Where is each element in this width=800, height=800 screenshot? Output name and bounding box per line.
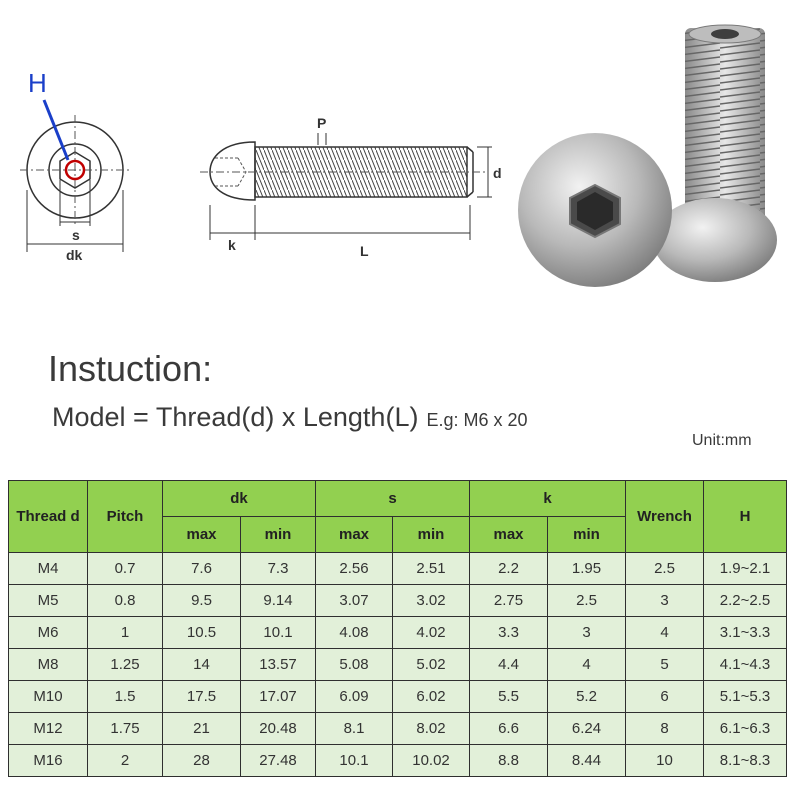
cell-k-min: 8.44 bbox=[548, 745, 626, 777]
cell-dk-min: 10.1 bbox=[241, 617, 316, 649]
cell-k-max: 8.8 bbox=[470, 745, 548, 777]
cell-s-max: 6.09 bbox=[316, 681, 393, 713]
cell-s-min: 8.02 bbox=[393, 713, 470, 745]
cell-pitch: 0.7 bbox=[88, 553, 163, 585]
cell-dk-min: 27.48 bbox=[241, 745, 316, 777]
cell-pitch: 1.25 bbox=[88, 649, 163, 681]
dk-label: dk bbox=[66, 247, 83, 263]
header-s-max: max bbox=[316, 517, 393, 553]
instruction-heading: Instuction: bbox=[48, 348, 213, 389]
cell-pitch: 1 bbox=[88, 617, 163, 649]
cell-h: 4.1~4.3 bbox=[704, 649, 787, 681]
cell-k-min: 3 bbox=[548, 617, 626, 649]
table-row bbox=[9, 681, 787, 713]
screw-diagram bbox=[0, 0, 800, 300]
cell-dk-max: 28 bbox=[163, 745, 241, 777]
cell-thread: M5 bbox=[9, 585, 88, 617]
cell-s-max: 8.1 bbox=[316, 713, 393, 745]
cell-k-min: 4 bbox=[548, 649, 626, 681]
cell-k-max: 3.3 bbox=[470, 617, 548, 649]
h-label: H bbox=[28, 68, 47, 98]
cell-dk-min: 17.07 bbox=[241, 681, 316, 713]
table-row bbox=[9, 713, 787, 745]
d-label: d bbox=[493, 165, 502, 181]
cell-wrench: 3 bbox=[626, 585, 704, 617]
table-row bbox=[9, 745, 787, 777]
cell-pitch: 2 bbox=[88, 745, 163, 777]
cell-dk-min: 20.48 bbox=[241, 713, 316, 745]
model-formula-text: Model = Thread(d) x Length(L) bbox=[52, 402, 419, 432]
header-dk-max: max bbox=[163, 517, 241, 553]
unit-label: Unit:mm bbox=[692, 432, 752, 449]
header-dk-min: min bbox=[241, 517, 316, 553]
cell-h: 6.1~6.3 bbox=[704, 713, 787, 745]
cell-thread: M6 bbox=[9, 617, 88, 649]
cell-dk-min: 9.14 bbox=[241, 585, 316, 617]
cell-dk-min: 7.3 bbox=[241, 553, 316, 585]
cell-dk-max: 14 bbox=[163, 649, 241, 681]
cell-s-min: 10.02 bbox=[393, 745, 470, 777]
cell-k-min: 2.5 bbox=[548, 585, 626, 617]
cell-thread: M10 bbox=[9, 681, 88, 713]
cell-s-max: 4.08 bbox=[316, 617, 393, 649]
cell-dk-max: 21 bbox=[163, 713, 241, 745]
table-row bbox=[9, 617, 787, 649]
cell-thread: M12 bbox=[9, 713, 88, 745]
cell-k-max: 2.2 bbox=[470, 553, 548, 585]
product-photo bbox=[518, 25, 777, 287]
header-h: H bbox=[704, 481, 787, 553]
cell-k-max: 6.6 bbox=[470, 713, 548, 745]
cell-dk-max: 9.5 bbox=[163, 585, 241, 617]
k-label: k bbox=[228, 237, 236, 253]
cell-wrench: 8 bbox=[626, 713, 704, 745]
p-label: P bbox=[317, 115, 327, 131]
cell-dk-max: 10.5 bbox=[163, 617, 241, 649]
cell-h: 8.1~8.3 bbox=[704, 745, 787, 777]
cell-dk-max: 7.6 bbox=[163, 553, 241, 585]
model-example: E.g: M6 x 20 bbox=[426, 410, 528, 430]
cell-thread: M16 bbox=[9, 745, 88, 777]
cell-s-min: 4.02 bbox=[393, 617, 470, 649]
header-k-max: max bbox=[470, 517, 548, 553]
cell-wrench: 2.5 bbox=[626, 553, 704, 585]
cell-pitch: 1.75 bbox=[88, 713, 163, 745]
header-s-min: min bbox=[393, 517, 470, 553]
table-row bbox=[9, 553, 787, 585]
cell-s-max: 10.1 bbox=[316, 745, 393, 777]
cell-s-max: 3.07 bbox=[316, 585, 393, 617]
cell-s-max: 5.08 bbox=[316, 649, 393, 681]
spec-table bbox=[8, 480, 787, 777]
cell-k-min: 6.24 bbox=[548, 713, 626, 745]
s-label: s bbox=[72, 227, 80, 243]
cell-s-max: 2.56 bbox=[316, 553, 393, 585]
cell-h: 3.1~3.3 bbox=[704, 617, 787, 649]
cell-pitch: 0.8 bbox=[88, 585, 163, 617]
cell-h: 5.1~5.3 bbox=[704, 681, 787, 713]
cell-s-min: 5.02 bbox=[393, 649, 470, 681]
cell-wrench: 6 bbox=[626, 681, 704, 713]
side-view-drawing bbox=[200, 133, 492, 240]
cell-k-min: 5.2 bbox=[548, 681, 626, 713]
header-k-min: min bbox=[548, 517, 626, 553]
cell-s-min: 3.02 bbox=[393, 585, 470, 617]
header-pitch: Pitch bbox=[88, 481, 163, 553]
cell-k-max: 2.75 bbox=[470, 585, 548, 617]
cell-thread: M8 bbox=[9, 649, 88, 681]
table-row bbox=[9, 649, 787, 681]
cell-dk-min: 13.57 bbox=[241, 649, 316, 681]
cell-s-min: 6.02 bbox=[393, 681, 470, 713]
cell-s-min: 2.51 bbox=[393, 553, 470, 585]
model-formula bbox=[52, 402, 528, 433]
header-k: k bbox=[470, 481, 626, 517]
header-s: s bbox=[316, 481, 470, 517]
cell-wrench: 5 bbox=[626, 649, 704, 681]
cell-h: 1.9~2.1 bbox=[704, 553, 787, 585]
cell-thread: M4 bbox=[9, 553, 88, 585]
cell-dk-max: 17.5 bbox=[163, 681, 241, 713]
header-wrench: Wrench bbox=[626, 481, 704, 553]
cell-h: 2.2~2.5 bbox=[704, 585, 787, 617]
cell-k-max: 5.5 bbox=[470, 681, 548, 713]
cell-pitch: 1.5 bbox=[88, 681, 163, 713]
header-thread: Thread d bbox=[9, 481, 88, 553]
cell-wrench: 4 bbox=[626, 617, 704, 649]
header-dk: dk bbox=[163, 481, 316, 517]
l-label: L bbox=[360, 243, 369, 259]
table-row bbox=[9, 585, 787, 617]
cell-wrench: 10 bbox=[626, 745, 704, 777]
cell-k-min: 1.95 bbox=[548, 553, 626, 585]
cell-k-max: 4.4 bbox=[470, 649, 548, 681]
